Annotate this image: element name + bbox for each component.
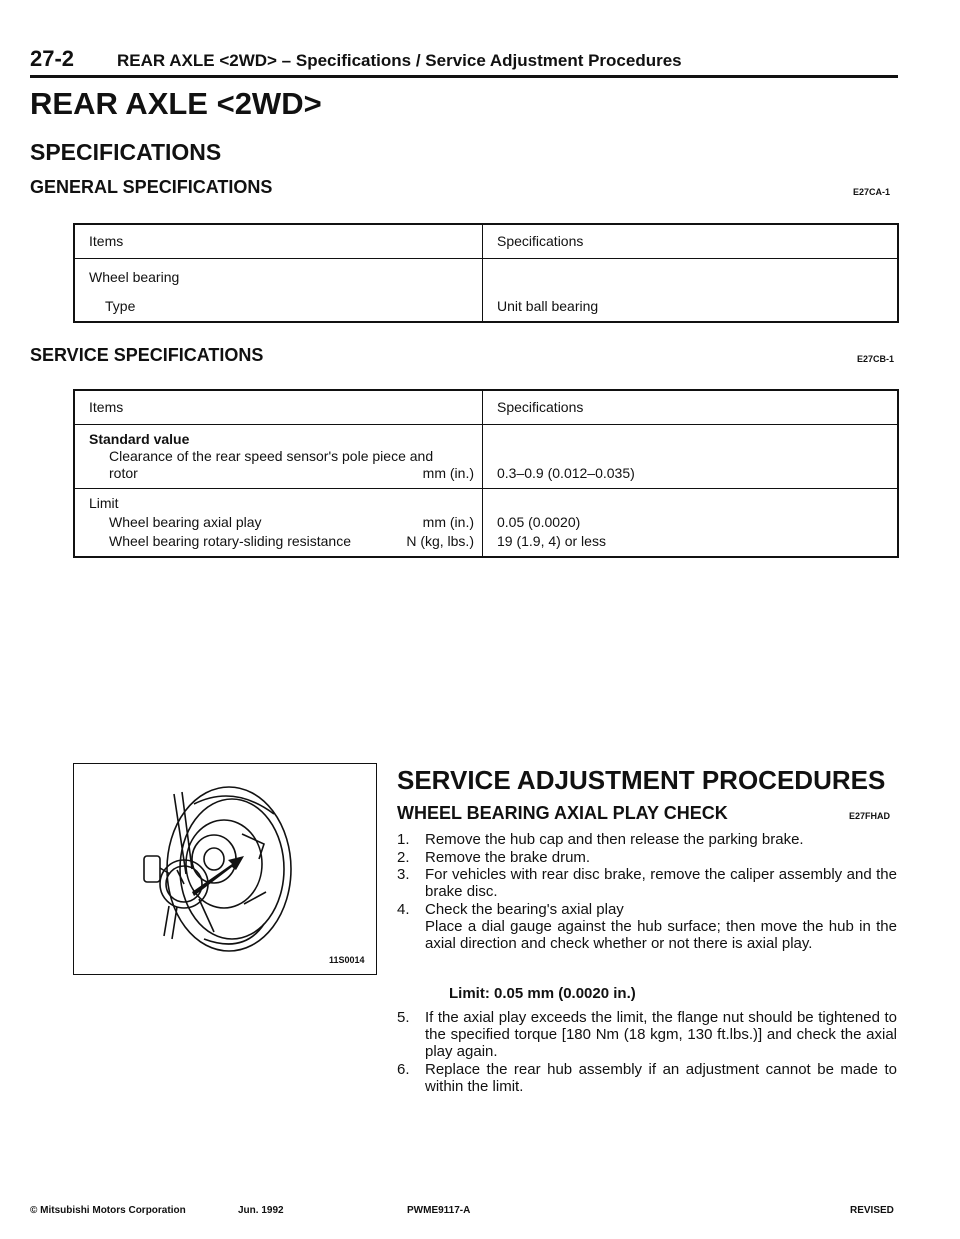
procedure-step: 3. For vehicles with rear disc brake, remove the caliper assembly and the brake disc. (397, 866, 897, 900)
column-header-specifications: Specifications (497, 399, 584, 415)
item-label: Type (105, 298, 136, 314)
footer-date: Jun. 1992 (238, 1205, 284, 1216)
reference-code: E27CA-1 (853, 187, 891, 197)
subsection-heading-service: SERVICE SPECIFICATIONS (30, 345, 264, 365)
item-label: Wheel bearing axial play mm (in.) (109, 514, 474, 530)
table-row (75, 488, 897, 556)
procedure-step: 2. Remove the brake drum. (397, 849, 591, 866)
limit-value: Limit: 0.05 mm (0.0020 in.) (449, 985, 636, 1002)
group-label: Wheel bearing (89, 269, 180, 285)
running-header: REAR AXLE <2WD> – Specifications / Service Adjustment Procedures (117, 51, 682, 70)
general-specifications-table (73, 223, 899, 323)
item-label: Wheel bearing rotary-sliding resistance N (kg, lbs.) (109, 533, 474, 549)
subsection-heading-general: GENERAL SPECIFICATIONS (30, 177, 273, 197)
document-title: REAR AXLE <2WD> (30, 86, 322, 121)
procedure-step: 5. If the axial play exceeds the limit, the flange nut should be tightened to the specified torque [180 Nm (18 kgm, 130 ft.lbs.)] and check the axial play again. (397, 1009, 897, 1060)
footer-code: PWME9117-A (407, 1205, 471, 1216)
value-cell: 0.05 (0.0020) 19 (1.9, 4) or less (497, 514, 606, 549)
footer-copyright: © Mitsubishi Motors Corporation (30, 1205, 186, 1216)
column-header-specifications: Specifications (497, 233, 584, 249)
table-header-row (75, 225, 897, 258)
service-specifications-table (73, 389, 899, 558)
header-rule (30, 75, 898, 78)
table-row (75, 424, 897, 488)
item-cell (75, 259, 483, 321)
procedure-step: 1. Remove the hub cap and then release the parking brake. (397, 831, 804, 848)
value-cell: 0.3–0.9 (0.012–0.035) (497, 465, 635, 481)
illustration-dial-gauge-hub (73, 763, 377, 975)
figure-code: 11S0014 (329, 955, 365, 965)
footer-status: REVISED (850, 1205, 894, 1216)
group-label: Limit (89, 495, 119, 511)
page-number: 27-2 (30, 46, 75, 71)
item-label: Clearance of the rear speed sensor's pole piece and (109, 448, 434, 464)
table-row (75, 258, 897, 321)
section-heading-adjustment: SERVICE ADJUSTMENT PROCEDURES (397, 765, 886, 795)
subsection-heading-axial-play: WHEEL BEARING AXIAL PLAY CHECK (397, 803, 728, 823)
column-header-items: Items (75, 225, 483, 258)
reference-code: E27FHAD (849, 811, 891, 821)
procedure-step: 6. Replace the rear hub assembly if an adjustment cannot be made to within the limit. (397, 1061, 897, 1095)
item-label: rotor mm (in.) (109, 465, 474, 481)
procedure-step: 4. Check the bearing's axial play (397, 901, 624, 918)
item-cell (75, 425, 483, 488)
dial-gauge-illustration (74, 764, 376, 974)
reference-code: E27CB-1 (857, 354, 895, 364)
table-header-row (75, 391, 897, 424)
section-heading-specifications: SPECIFICATIONS (30, 139, 222, 165)
item-cell (75, 489, 483, 556)
column-header-items: Items (75, 391, 483, 424)
procedure-step: Place a dial gauge against the hub surface; then move the hub in the axial direction and check whether or not there is axial play. (425, 918, 897, 952)
group-label: Standard value (89, 431, 190, 447)
value-cell: Unit ball bearing (497, 298, 599, 314)
